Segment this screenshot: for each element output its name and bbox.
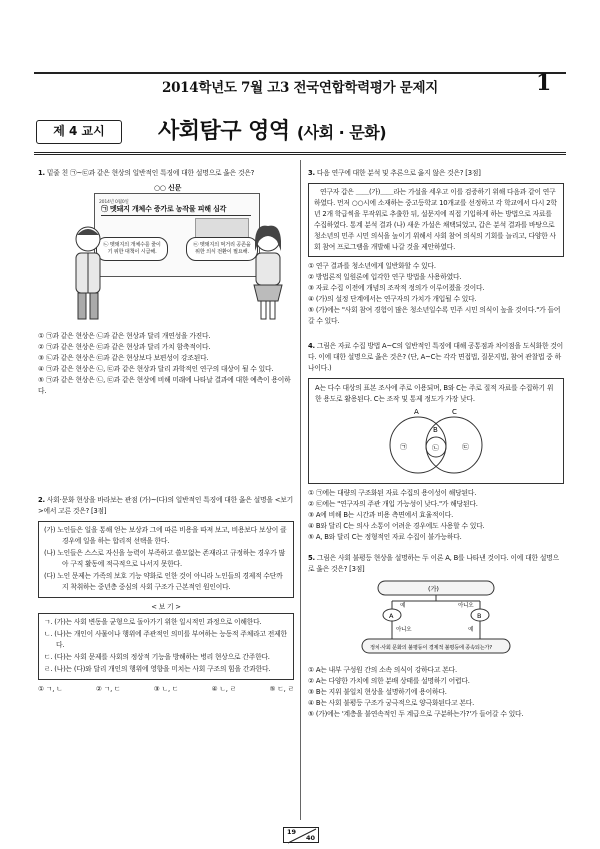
q1-option-3[interactable]: ③ ㉡과 같은 현상은 ㉢과 같은 현상보다 보편성이 강조된다. [38,354,209,362]
q3-option-5[interactable]: ⑤ (가)에는 "사회 참여 경험이 많은 청소년일수록 민주 시민 의식이 높을 것이다."가 들어갈 수 있다. [308,306,561,325]
q5-stem-text: 그림은 사회 불평등 현상을 설명하는 두 이론 A, B를 나타낸 것이다. 이에 대한 설명으로 옳은 것은? [3점] [308,554,559,573]
q5-diagram-svg [308,579,564,661]
bogi-label: < 보 기 > [151,603,181,611]
column-divider [300,160,301,820]
q2-stem-text: 사회·문화 현상을 바라보는 관점 (가)~(다)의 일반적인 특징에 대한 옳은 설명을 <보기>에서 고른 것은? [3점] [38,496,293,515]
q2-passage-na: (나) 노인들은 스스로 자신을 능력이 부족하고 쓸모없는 존재라고 규정하는 경우가 많아 구직 활동에 적극적으로 나서지 못한다. [44,549,285,568]
q2-choices [38,684,294,695]
bogi-item-2: ㄴ. (나)는 개인이 사물이나 행위에 주관적인 의미를 부여하는 능동적 주체라고 전제한다. [44,630,287,649]
q5-branch-yes-2: 예 [468,627,474,633]
question-2 [38,495,294,695]
q5-stem [308,553,564,575]
footer-current-page: 19 [287,828,297,836]
q5-options [308,665,564,720]
q3-option-1[interactable]: ① 연구 결과를 청소년에게 일반화할 수 있다. [308,262,436,270]
q3-number: 3. [308,169,315,177]
q2-passage-box [38,521,294,598]
venn-label-c: C [452,408,457,416]
newspaper-headline: ㉠ 멧돼지 개체수 증가로 농작물 피해 심각 [101,204,251,216]
bogi-item-3: ㄷ. (다)는 사회 문제를 사회의 정상적 기능을 방해하는 병리 현상으로 간주한다. [44,653,270,661]
spacer [38,397,294,495]
q1-number: 1. [38,169,45,177]
q5-option-4[interactable]: ④ B는 사회 불평등 구조가 궁극적으로 양극화된다고 본다. [308,699,475,707]
q4-stem-text: 그림은 자료 수집 방법 A~C의 일반적인 특징에 대해 공통점과 차이점을 도식화한 것이다. 이에 대한 설명으로 옳은 것은? (단, A~C는 각각 면접법, 질문지법, 참여 관찰법 중 하나이다.) [308,342,564,372]
q5-node-ga: (가) [428,585,439,593]
venn-region-3: ㉢ [462,443,469,451]
q3-stem-text: 다음 연구에 대한 분석 및 추론으로 옳지 않은 것은? [3점] [316,169,481,177]
q2-choice-3[interactable]: ③ ㄴ, ㄷ [153,685,179,693]
q2-passage-da: (다) 노인 문제는 가족의 보호 기능 약화로 인한 것이 아니라 노인들의 경제적 수단까지 착취하는 중년층 중심의 사회 구조가 근본적인 원인이다. [44,572,283,591]
speech-bubble-right: ㉢ 멧돼지의 먹거리 공존을 위한 의식 전환이 필요해. [186,237,258,261]
newspaper-date: 2014년 0월0일 [99,200,129,205]
q4-options [308,488,564,543]
venn-label-a: A [414,408,419,416]
newspaper-clipping [94,193,260,277]
q5-option-1[interactable]: ① A는 내부 구성원 간의 소속 의식이 강하다고 본다. [308,666,457,674]
q1-option-2[interactable]: ② ㉠과 같은 현상은 ㉢과 같은 현상과 달리 가치 함축적이다. [38,343,211,351]
q5-question-node: 정치·사회 문화의 불평등이 경제적 불평등에 종속되는가? [370,645,492,651]
session-badge: 제 4 교시 [36,120,122,144]
page-number: 1 [536,70,552,96]
q3-research-box: 연구자 갑은 ＿＿(가)＿＿라는 가설을 세우고 이를 검증하기 위해 다음과 같이 연구하였다. 먼저 ○○시에 소재하는 중고등학교 10개교를 선정하고 각 학교에서 다시 2학년 2개 학급씩을 무작위로 추출한 뒤, 설문지에 직접 기입하게 하는 방법으로 자료를 수집하였다. 통계 분석 결과 (나) 새운 가설은 채택되었고, 갑은 분석 결과를 바탕으로 청소년의 민주 시민 의식을 높이기 위해서 사회 참여 의식의 기회를 늘리고, 다양한 사회 참여 프로그램을 개발해 나갈 것을 제안하였다. [308,183,564,257]
bogi-box [38,613,294,680]
q5-branch-no: 아니오 [458,603,474,609]
q2-choice-2[interactable]: ② ㄱ, ㄷ [95,685,121,693]
student-girl-icon [246,223,290,323]
q1-stem [38,168,294,179]
q3-stem [308,168,564,179]
right-column [308,168,564,720]
q1-option-5[interactable]: ⑤ ㉠과 같은 현상은 ㉡, ㉢과 같은 현상에 비해 미래에 나타날 결과에 대한 예측이 용이하다. [38,376,291,395]
q4-stem [308,341,564,374]
speech-bubble-left: ㉡ 멧돼지의 개체수를 줄이기 위한 대책이 시급해. [96,237,168,261]
venn-label-b: B [433,426,438,434]
q4-option-2[interactable]: ② ㉢에는 "연구자의 주관 개입 가능성이 낮다."가 해당된다. [308,500,478,508]
bogi-item-1: ㄱ. (가)는 사회 변동을 균형으로 돌아가기 위한 일시적인 과정으로 이해한다. [44,618,262,626]
venn-region-2: ㉡ [432,444,439,452]
subject-title [158,114,386,145]
exam-title: 2014학년도 7월 고3 전국연합학력평가 문제지 [161,80,438,96]
q5-option-2[interactable]: ② A는 다양한 가치에 의한 분배 상태를 설명하기 어렵다. [308,677,470,685]
spacer [308,327,564,341]
q2-passage-ga: (가) 노인들은 일을 통해 얻는 보상과 그에 따른 비용을 따져 보고, 비용보다 보상이 클 경우에 일을 하는 합리적 선택을 한다. [44,526,287,545]
q4-number: 4. [308,342,315,350]
q5-option-3[interactable]: ③ B는 지위 불일치 현상을 설명하기에 용이하다. [308,688,447,696]
question-5 [308,553,564,720]
q5-node-b: B [477,612,482,620]
q5-option-5[interactable]: ⑤ (가)에는 '계층을 불연속적인 두 계급으로 구분하는가?'가 들어갈 수 있다. [308,710,524,718]
q2-choice-4[interactable]: ④ ㄴ, ㄹ [211,685,237,693]
q4-description: A는 다수 대상의 표본 조사에 주로 이용되며, B와 C는 주로 질적 자료를 수집하기 위한 용도로 활용된다. C는 조작 및 통제 정도가 가장 낮다. [315,384,554,403]
q1-option-4[interactable]: ④ ㉠과 같은 현상은 ㉡, ㉢과 같은 현상과 달리 과학적인 연구의 대상이 될 수 있다. [38,365,274,373]
q4-venn-wrap [315,407,557,477]
q4-diagram-box [308,378,564,484]
q5-branch-yes: 예 [400,603,406,609]
q1-options [38,331,294,397]
q5-flow-diagram [308,579,564,661]
bogi-item-4: ㄹ. (나)는 (다)와 달리 개인의 행위에 영향을 미치는 사회 구조의 힘을 간과한다. [44,665,271,673]
q4-option-5[interactable]: ⑤ A, B와 달리 C는 정형적인 자료 수집이 불가능하다. [308,533,462,541]
q4-venn-diagram [366,407,506,477]
question-3 [308,168,564,327]
title-rule [34,152,566,155]
q1-illustration [38,183,294,325]
q1-option-1[interactable]: ① ㉠과 같은 현상은 ㉡과 같은 현상과 달리 개연성을 가진다. [38,332,211,340]
q2-stem [38,495,294,517]
q3-option-2[interactable]: ② 방법론적 일원론에 입각한 연구 방법을 사용하였다. [308,273,462,281]
newspaper-name: ○○ 신문 [154,184,182,192]
student-boy-icon [66,223,110,323]
subject-sub: (사회 · 문화) [296,123,387,142]
page-footer [283,827,319,843]
q1-stem-text: 밑줄 친 ㉠~㉢과 같은 현상의 일반적인 특징에 대한 설명으로 옳은 것은? [46,169,255,177]
q2-choice-1[interactable]: ① ㄱ, ㄴ [38,685,63,693]
q2-choice-5[interactable]: ⑤ ㄷ, ㄹ [269,685,294,693]
q5-number: 5. [308,554,315,562]
footer-total-pages: 40 [305,834,315,842]
q3-options [308,261,564,327]
q5-node-a: A [389,612,394,620]
question-4 [308,341,564,543]
subject-main: 사회탐구 영역 [158,119,290,144]
q4-option-1[interactable]: ① ㉠에는 대량의 구조화된 자료 수집의 용이성이 해당된다. [308,489,477,497]
q2-number: 2. [38,496,45,504]
spacer [308,543,564,553]
q4-option-3[interactable]: ③ A에 비해 B는 시간과 비용 측면에서 효율적이다. [308,511,454,519]
q3-option-4[interactable]: ④ (가)의 설정 단계에서는 연구자의 가치가 개입될 수 있다. [308,295,477,303]
question-1 [38,168,294,397]
q5-branch-no-2: 아니오 [396,627,412,633]
header-rule [34,72,566,74]
q4-option-4[interactable]: ④ B와 달리 C는 의사 소통이 어려운 경우에도 사용할 수 있다. [308,522,485,530]
q3-option-3[interactable]: ③ 자료 수집 이전에 개념의 조작적 정의가 이루어졌을 것이다. [308,284,485,292]
venn-region-1: ㉠ [400,443,407,451]
left-column [38,168,294,695]
